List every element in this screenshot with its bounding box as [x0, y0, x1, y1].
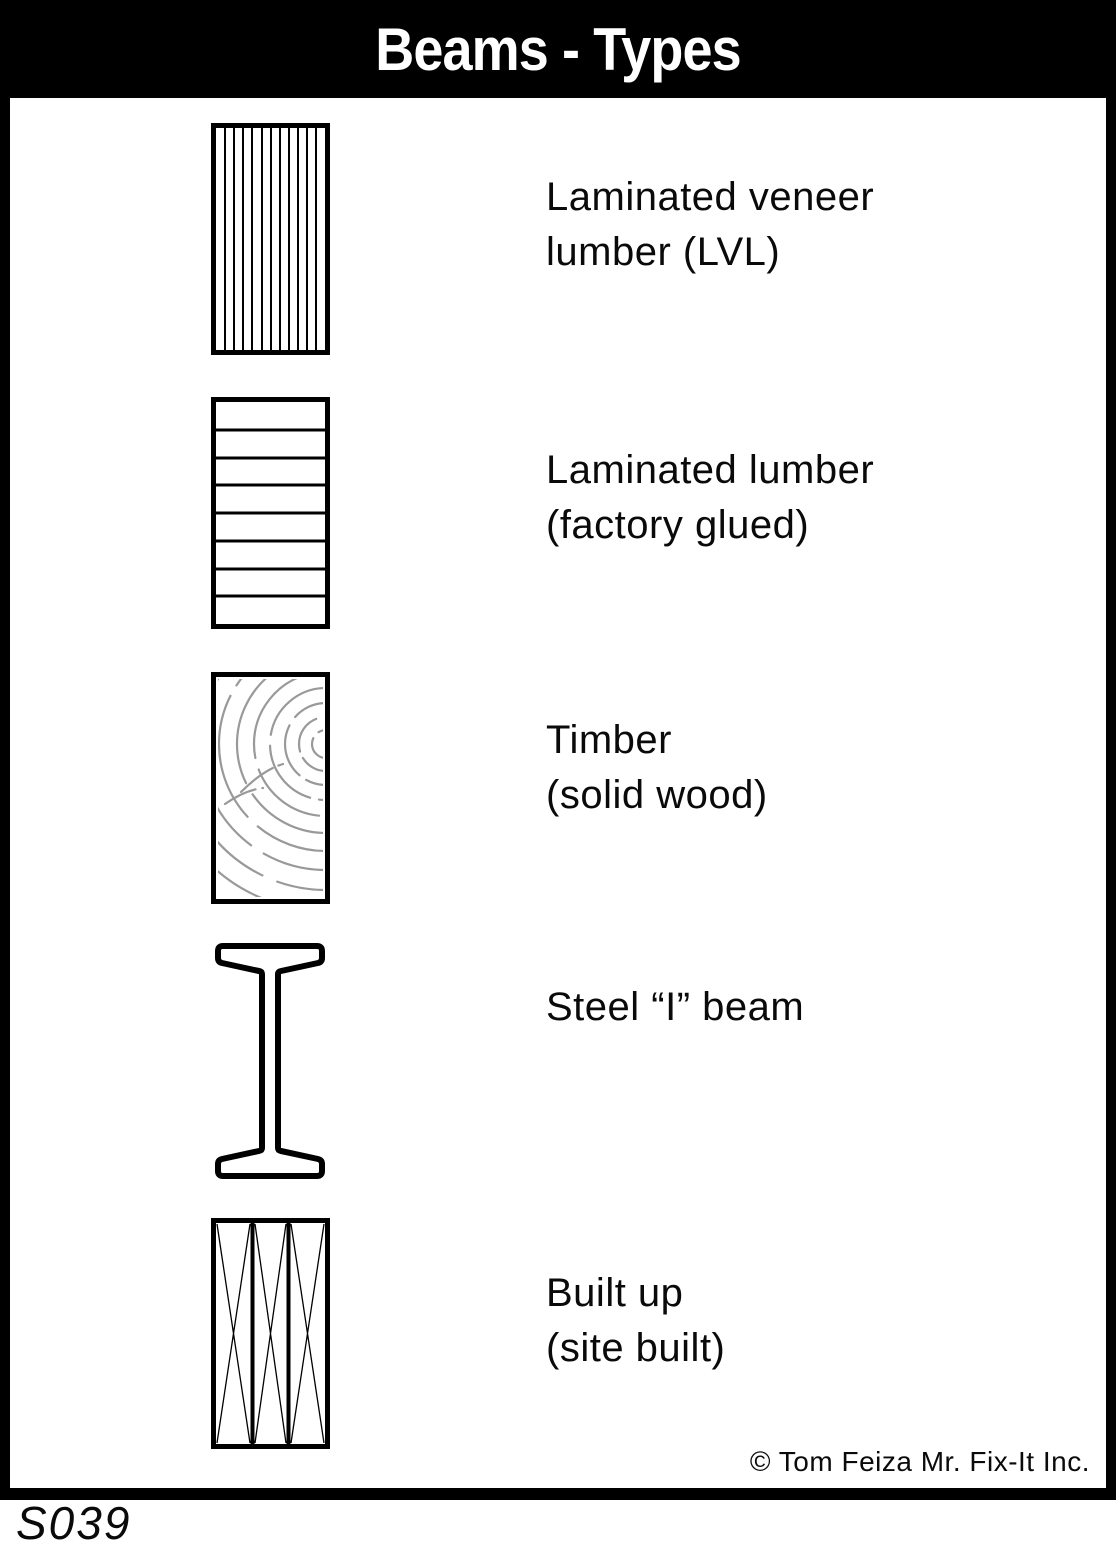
- laminated-beam-icon: [211, 397, 330, 629]
- label-lvl: [546, 170, 874, 280]
- label-laminated-line1: Laminated lumber: [546, 448, 875, 492]
- lvl-beam-icon: [211, 123, 330, 355]
- copyright-text: © Tom Feiza Mr. Fix-It Inc.: [749, 1446, 1090, 1477]
- label-timber: [546, 713, 768, 823]
- label-laminated: [546, 443, 874, 553]
- label-built-up-line2: (site built): [546, 1326, 726, 1370]
- label-laminated-line2: (factory glued): [546, 503, 810, 547]
- timber-beam-icon: [211, 672, 330, 904]
- steel-i-beam-icon: [215, 943, 325, 1179]
- label-lvl-line2: lumber (LVL): [546, 230, 781, 274]
- page-title: Beams - Types: [375, 15, 741, 83]
- label-timber-line2: (solid wood): [546, 773, 768, 817]
- built-up-beam-icon: [211, 1218, 330, 1449]
- label-built-up-line1: Built up: [546, 1271, 684, 1315]
- label-steel-line1: Steel “I” beam: [546, 985, 805, 1029]
- label-built-up: [546, 1266, 725, 1376]
- label-timber-line1: Timber: [546, 718, 672, 762]
- page-code: S039: [16, 1497, 132, 1549]
- label-steel: [546, 980, 804, 1035]
- title-bar: [0, 0, 1116, 98]
- label-lvl-line1: Laminated veneer: [546, 175, 875, 219]
